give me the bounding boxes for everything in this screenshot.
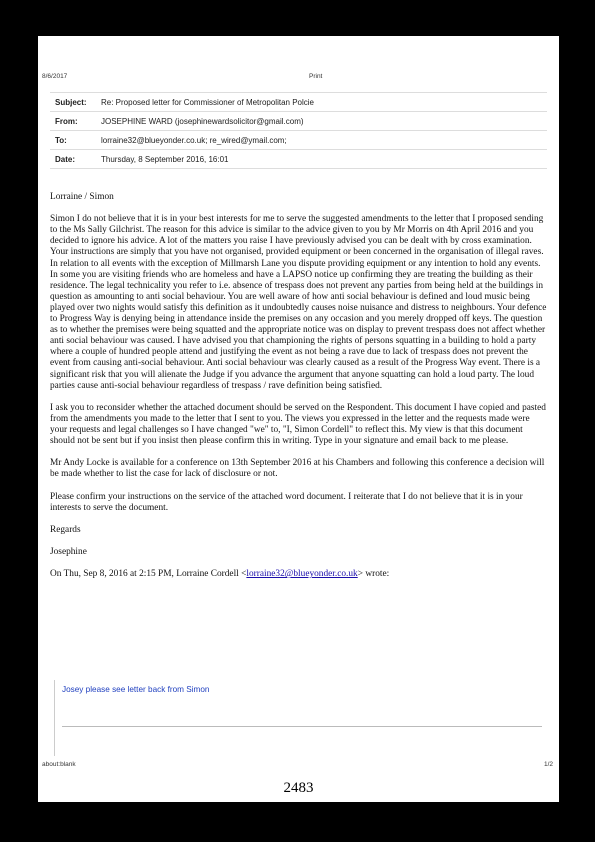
quoted-text: Josey please see letter back from Simon: [62, 685, 210, 694]
to-value: lorraine32@blueyonder.co.uk; re_wired@ymail.com;: [101, 135, 287, 145]
quote-intro-pre: On Thu, Sep 8, 2016 at 2:15 PM, Lorraine Cordell <: [50, 569, 247, 580]
greeting: Lorraine / Simon: [50, 192, 114, 202]
paragraph-4: Please confirm your instructions on the service of the attached word document. I reiterate that I do not believe that it is in your interests to serve the document.: [50, 491, 523, 513]
email-header: [50, 92, 547, 169]
document-page: [38, 36, 559, 802]
quote-email-link[interactable]: lorraine32@blueyonder.co.uk: [246, 569, 358, 580]
to-row: [50, 131, 547, 150]
to-label: To:: [55, 135, 67, 145]
regards: Regards: [50, 524, 81, 535]
paragraph-3: Mr Andy Locke is available for a conference on 13th September 2016 at his Chambers and following this conference a decision will be made whether to list the case for lack of disclosure or not.: [50, 458, 545, 480]
footer-page-count: 1/2: [543, 761, 553, 768]
subject-label: Subject:: [55, 97, 87, 107]
quote-intro: [50, 569, 548, 580]
quoted-divider: [62, 726, 542, 727]
date-value: Thursday, 8 September 2016, 16:01: [101, 154, 229, 164]
from-row: [50, 112, 547, 131]
page-number: 2483: [283, 780, 314, 796]
from-value: JOSEPHINE WARD (josephinewardsolicitor@gmail.com): [101, 116, 304, 126]
from-label: From:: [55, 116, 78, 126]
print-date: 8/6/2017: [42, 73, 68, 80]
subject-value: Re: Proposed letter for Commissioner of Metropolitan Polcie: [101, 97, 314, 107]
print-title: Print: [309, 73, 323, 80]
paragraph-1: Simon I do not believe that it is in your best interests for me to serve the suggested amendments to the letter that I proposed sending to the Ms Sally Gilchrist. The reason for this advice is similar to the advice given to you by Mr Morris on 4th April 2016 and you decided to ignore his advice. A lot of the matters you raise I have previously advised you can be dealt with by cross examination. Your instructions are simply that you have not organised, provided equipment or been concerned in the organisation of illegal raves. In relation to all events with the exception of Millmarsh Lane you dispute providing equipment or any intention to hold any events. In some you are visiting friends who are homeless and have a LAPSO notice up confirming they are treating the building as their residence. The legal technicality you refer to i.e. absence of trespass does not prevent any parties from being held at the buildings in question as amounting to anti social behaviour. You are well aware of how anti social behaviour is defined and loud music being played over two nights would satisfy this definition as it undoubtedly causes noise nuisance and distress to neighbours. Your defence to Progress Way is denying being in attendance inside the premises on any occasion and you merely dropped off keys. The question as to whether the premises were being squatted and the appropriate notice was on display to prevent trespass does not affect whether anti social behaviour was caused. I have advised you that championing the rights of persons squatting in a building to hold a party where a couple of hundred people attend and justifying the event as not being a rave due to lack of trespass does not prevent the event from causing anti-social behaviour. Anti social behaviour was clearly caused as a result of the Progress Way event. There is a significant risk that you will alienate the Judge if you advance the argument that anyone squatting can hold a loud party. The loud parties cause anti-social behaviour regardless of trespass / rave definition being satisfied.: [50, 214, 547, 391]
quoted-message: [54, 680, 548, 756]
date-label: Date:: [55, 154, 76, 164]
paragraph-2: I ask you to reconsider whether the attached document should be served on the Respondent. This document I have copied and pasted from the amendments you made to the letter that I sent to you. The views you expressed in the letter and the requests made were your requests and legal challenges so I have changed "we" to, "I, Simon Cordell" to reflect this. My view is that this document should not be sent but if you insist then please confirm this in writing. Type in your signature and email back to me please.: [50, 402, 546, 447]
quote-intro-post: > wrote:: [357, 569, 390, 580]
signature: Josephine: [50, 547, 87, 557]
footer-url: about:blank: [42, 761, 76, 768]
date-row: [50, 150, 547, 169]
subject-row: [50, 93, 547, 112]
email-body: [50, 192, 548, 580]
